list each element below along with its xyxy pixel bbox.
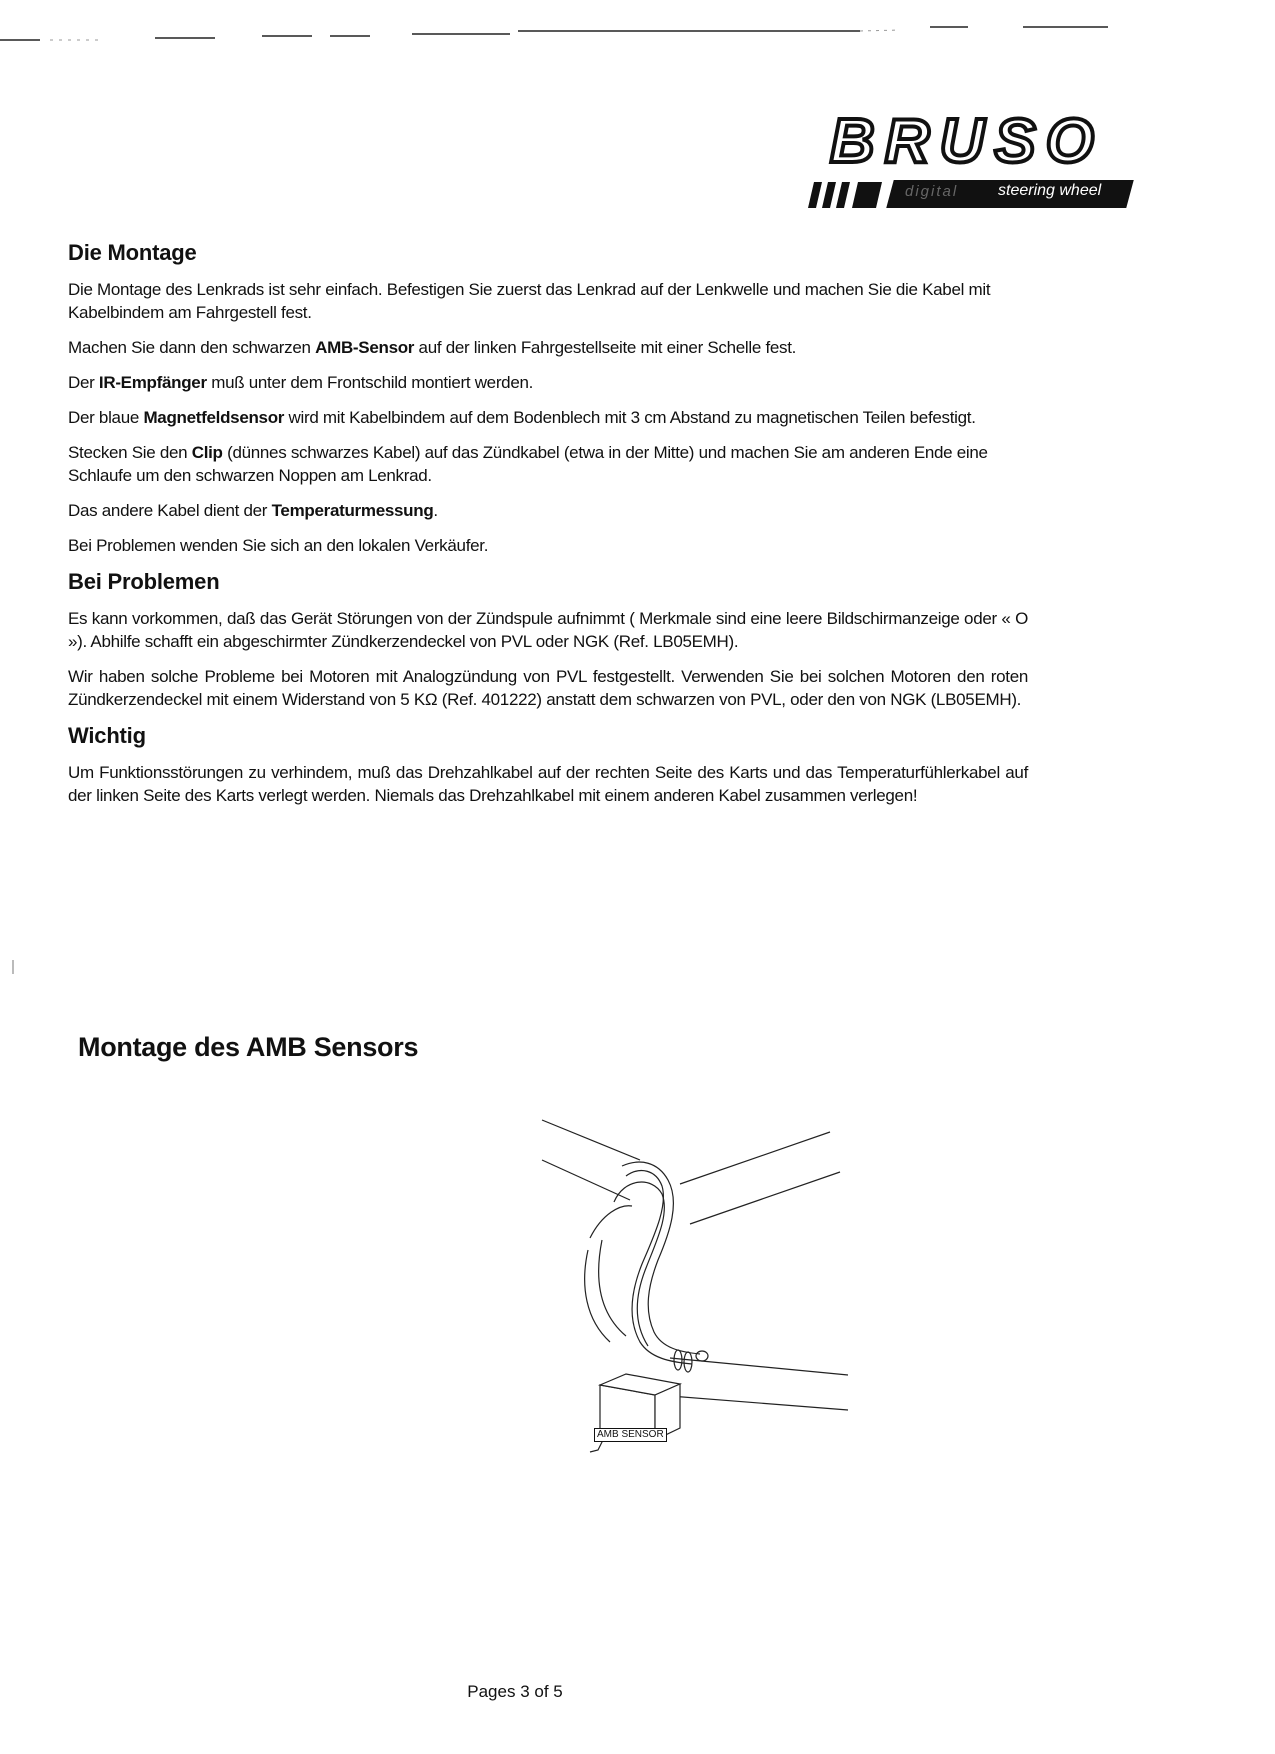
clip-bolt [696,1351,708,1361]
clamp-strap [585,1250,610,1342]
amb-sensor-diagram [530,1110,860,1460]
document-body [68,240,1028,819]
bold-term: Clip [191,443,223,462]
text-run: wird mit Kabelbindem auf dem Bodenblech mit 3 cm Abstand zu magnetischen Teilen befestigt. [284,408,976,427]
bold-term: Temperaturmessung [271,501,434,520]
section [68,240,1028,557]
bold-term: AMB-Sensor [315,338,415,357]
text-run: Um Funktionsstörungen zu verhindem, muß das Drehzahlkabel auf der rechten Seite des Karts und das Temperaturfühlerkabel auf der linken Seite des Karts verlegt werden. Niemals das Drehzahlkabel mit einem anderen Kabel zusammen verlegen! [68,763,1028,805]
clip-ring [674,1350,682,1370]
paragraph [68,336,1028,359]
section-heading: Wichtig [68,723,146,748]
logo-tag-prefix: digital [905,183,959,200]
bruso-logo [790,107,1150,212]
lower-tube-edge [670,1358,848,1375]
section [68,723,1028,807]
section [68,569,1028,711]
upper-tube-edge [680,1132,830,1184]
text-run: Es kann vorkommen, daß das Gerät Störungen von der Zündspule aufnimmt ( Merkmale sind eine leere Bildschirmanzeige oder « O »). Abhilfe schafft ein abgeschirmter Zündkerzendeckel von PVL oder NGK (Ref. LB05EMH). [68,609,1028,651]
paragraph [68,499,1028,522]
text-run: Stecken Sie den [68,443,192,462]
paragraph [68,761,1028,807]
clamp-strap [590,1206,632,1238]
text-run: Wir haben solche Probleme bei Motoren mit Analogzündung von PVL festgestellt. Verwenden Sie bei solchen Motoren den roten Zündkerzendeckel mit einem Widerstand von 5 KΩ (Ref. 401222) anstatt dem schwarzen von PVL, oder den von NGK (LB05EMH). [68,667,1028,709]
logo-speed-bars [800,182,890,208]
text-run: Die Montage des Lenkrads ist sehr einfach. Befestigen Sie zuerst das Lenkrad auf der Lenkwelle und machen Sie die Kabel mit Kabelbindem am Fahrgestell fest. [68,280,991,322]
paragraph [68,665,1028,711]
lower-tube-edge [670,1396,848,1410]
paragraph [68,406,1028,429]
paragraph [68,371,1028,394]
bold-term: IR-Empfänger [98,373,207,392]
scan-artifact-lines [0,0,1275,60]
text-run: auf der linken Fahrgestellseite mit einer Schelle fest. [414,338,797,357]
upper-tube-edge [542,1160,630,1200]
text-run: . [433,501,438,520]
text-run: muß unter dem Frontschild montiert werden. [206,373,534,392]
paragraph [68,534,1028,557]
text-run: Machen Sie dann den schwarzen [68,338,316,357]
upper-tube-edge [542,1120,640,1160]
paragraph [68,607,1028,653]
logo-tagline: steering wheel [998,182,1102,199]
section-heading: Die Montage [68,240,197,265]
clip-ring [684,1352,692,1372]
amb-section-title: Montage des AMB Sensors [78,1032,419,1062]
text-run: Bei Problemen wenden Sie sich an den lokalen Verkäufer. [68,536,489,555]
text-run: Der [68,373,99,392]
text-run: Der blaue [68,408,144,427]
paragraph [68,441,1028,487]
logo-wordmark: BRUSO [830,107,1104,176]
amb-sensor-label: AMB SENSOR [594,1428,667,1442]
clamp-strap [599,1240,626,1336]
section-heading: Bei Problemen [68,569,220,594]
scan-margin-mark [12,960,14,974]
bold-term: Magnetfeldsensor [143,408,285,427]
text-run: (dünnes schwarzes Kabel) auf das Zündkabel (etwa in der Mitte) und machen Sie am anderen Ende eine Schlaufe um den schwarzen Noppen am Lenkrad. [68,443,988,485]
upper-tube-edge [690,1172,840,1224]
paragraph [68,278,1028,324]
page-number: Pages 3 of 5 [467,1682,563,1701]
text-run: Das andere Kabel dient der [68,501,272,520]
clamp-strap [626,1171,692,1364]
